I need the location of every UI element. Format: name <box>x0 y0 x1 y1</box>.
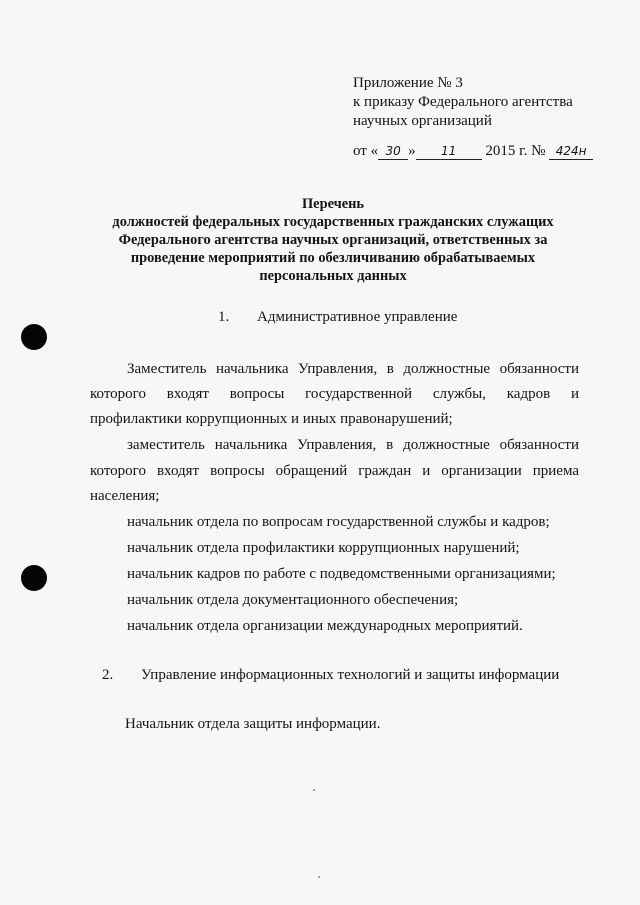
appendix-label: Приложение № 3 <box>353 75 463 91</box>
order-date-line <box>353 143 593 160</box>
scan-speck <box>313 789 315 791</box>
agency-name: научных организаций <box>353 113 492 129</box>
date-month-handwritten: 11 <box>416 143 482 160</box>
list-item: начальник отдела организации международных мероприятий. <box>127 618 523 634</box>
date-prefix: от « <box>353 143 379 159</box>
section-2-number: 2. <box>102 667 114 683</box>
list-item: начальник отдела по вопросам государственной службы и кадров; <box>127 514 550 530</box>
section-2-heading: Управление информационных технологий и защиты информации <box>141 667 560 683</box>
paragraph-1-line3: профилактики коррупционных и иных правонарушений; <box>90 411 453 427</box>
punch-hole-bottom <box>21 565 47 591</box>
punch-hole-top <box>21 324 47 350</box>
date-year: 2015 г. № <box>485 143 546 159</box>
date-day-handwritten: 30 <box>378 143 408 160</box>
paragraph-2-line1: заместитель начальника Управления, в должностные обязанности <box>127 437 579 453</box>
list-subtitle-line4: персональных данных <box>259 268 407 284</box>
list-item: начальник отдела документационного обеспечения; <box>127 592 459 608</box>
list-subtitle-line1: должностей федеральных государственных гражданских служащих <box>112 214 554 230</box>
paragraph-1-line2: которого входят вопросы государственной службы, кадров и <box>90 386 579 402</box>
section-1-heading: Административное управление <box>257 309 458 325</box>
scan-speck <box>318 876 320 878</box>
list-item: начальник отдела профилактики коррупционных нарушений; <box>127 540 520 556</box>
paragraph-2-line2: которого входят вопросы обращений граждан и организации приема <box>90 463 579 479</box>
list-subtitle-line2: Федерального агентства научных организаций, ответственных за <box>118 232 548 248</box>
list-subtitle-line3: проведение мероприятий по обезличиванию обрабатываемых <box>130 250 536 266</box>
section-1-number: 1. <box>218 309 230 325</box>
paragraph-2-line3: населения; <box>90 488 160 504</box>
order-number-handwritten: 424н <box>549 143 593 160</box>
list-title: Перечень <box>301 196 365 212</box>
order-reference: к приказу Федерального агентства <box>353 94 573 110</box>
list-item: Начальник отдела защиты информации. <box>125 716 381 732</box>
date-close-quote: » <box>408 143 416 159</box>
paragraph-1-line1: Заместитель начальника Управления, в должностные обязанности <box>127 361 579 377</box>
list-item: начальник кадров по работе с подведомственными организациями; <box>127 566 556 582</box>
